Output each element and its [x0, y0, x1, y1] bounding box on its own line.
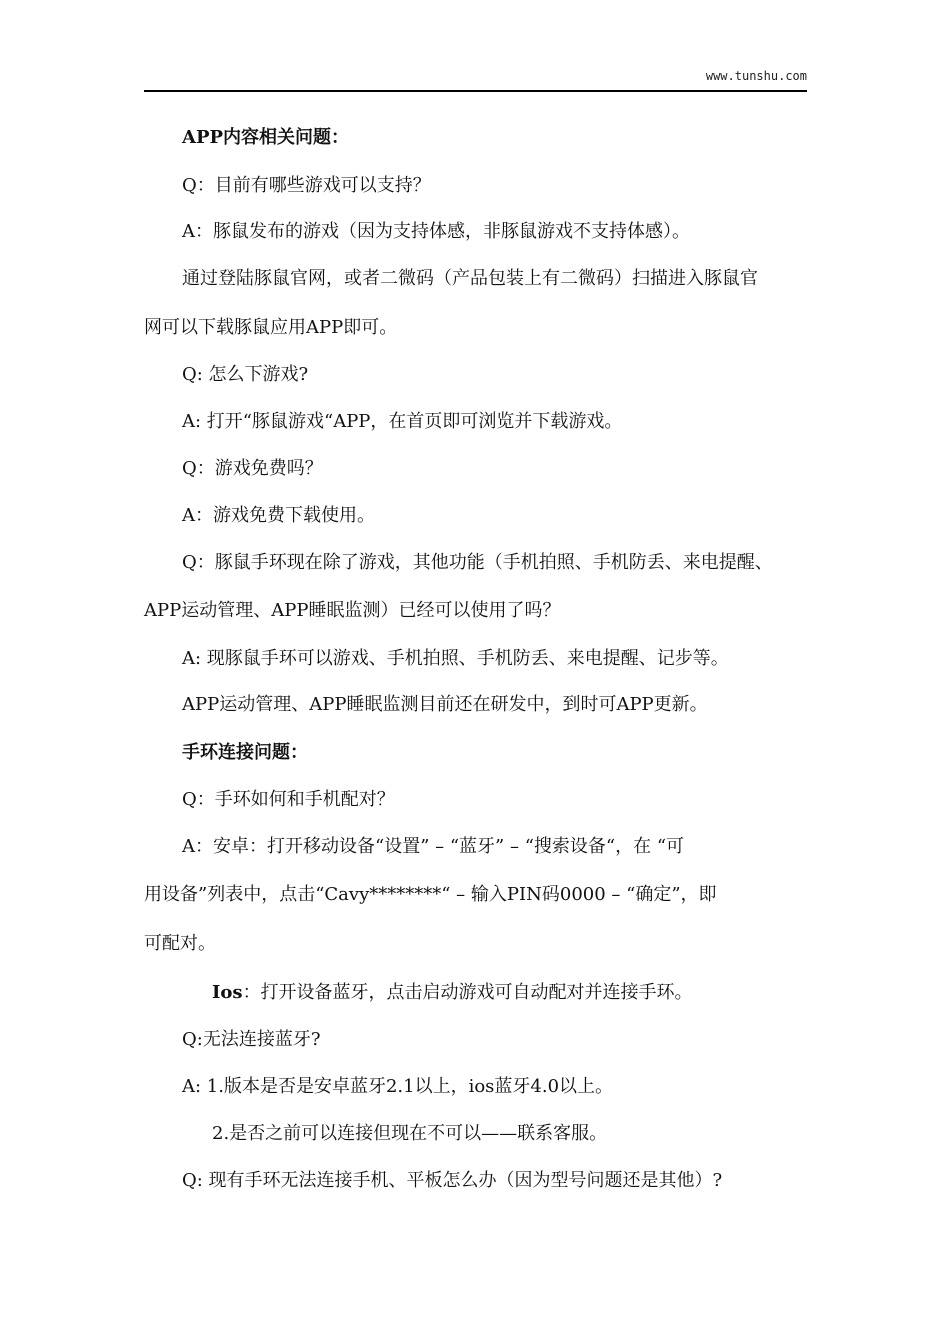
question-download-games: Q: 怎么下游戏?	[182, 364, 309, 385]
question-bluetooth: Q:无法连接蓝牙?	[182, 1029, 321, 1050]
site-url: www.tunshu.com	[705, 69, 807, 83]
ios-label: Ios	[212, 982, 243, 1003]
question-other-features-cont: APP运动管理、APP睡眠监测）已经可以使用了吗？	[144, 600, 561, 621]
answer-other-features-cont: APP运动管理、APP睡眠监测目前还在研发中，到时可APP更新。	[182, 694, 708, 715]
answer-pairing-ios	[212, 981, 693, 1005]
answer-games-supported-cont-2: 网可以下载豚鼠应用APP即可。	[144, 317, 398, 338]
question-other-features: Q：豚鼠手环现在除了游戏，其他功能（手机拍照、手机防丢、来电提醒、	[182, 552, 773, 573]
answer-games-supported: A：豚鼠发布的游戏（因为支持体感，非豚鼠游戏不支持体感）。	[182, 221, 690, 242]
page-header	[144, 66, 807, 92]
answer-games-free: A：游戏免费下载使用。	[182, 505, 375, 526]
answer-pairing: A：安卓：打开移动设备“设置” – “蓝牙” – “搜索设备“，在 “可	[182, 836, 685, 857]
answer-games-supported-cont: 通过登陆豚鼠官网，或者二微码（产品包装上有二微码）扫描进入豚鼠官	[182, 268, 758, 289]
answer-bluetooth-2: 2.是否之前可以连接但现在不可以——联系客服。	[212, 1123, 608, 1144]
question-pairing: Q：手环如何和手机配对？	[182, 789, 395, 810]
section-heading-app: APP内容相关问题：	[182, 127, 350, 148]
section-heading-band: 手环连接问题：	[182, 742, 308, 763]
answer-pairing-cont: 用设备”列表中，点击“Cavy********“ – 输入PIN码0000 – “确定”，即	[144, 884, 717, 905]
answer-other-features: A: 现豚鼠手环可以游戏、手机拍照、手机防丢、来电提醒、记步等。	[182, 648, 729, 669]
answer-pairing-cont-2: 可配对。	[144, 933, 216, 954]
ios-text: ：打开设备蓝牙，点击启动游戏可自动配对并连接手环。	[242, 982, 693, 1003]
answer-download-games: A: 打开“豚鼠游戏“APP，在首页即可浏览并下载游戏。	[182, 411, 623, 432]
answer-bluetooth-1: A: 1.版本是否是安卓蓝牙2.1以上，ios蓝牙4.0以上。	[182, 1076, 614, 1097]
question-games-supported: Q：目前有哪些游戏可以支持？	[182, 175, 431, 196]
question-device-connect: Q: 现有手环无法连接手机、平板怎么办（因为型号问题还是其他）?	[182, 1170, 723, 1191]
question-games-free: Q：游戏免费吗？	[182, 458, 323, 479]
